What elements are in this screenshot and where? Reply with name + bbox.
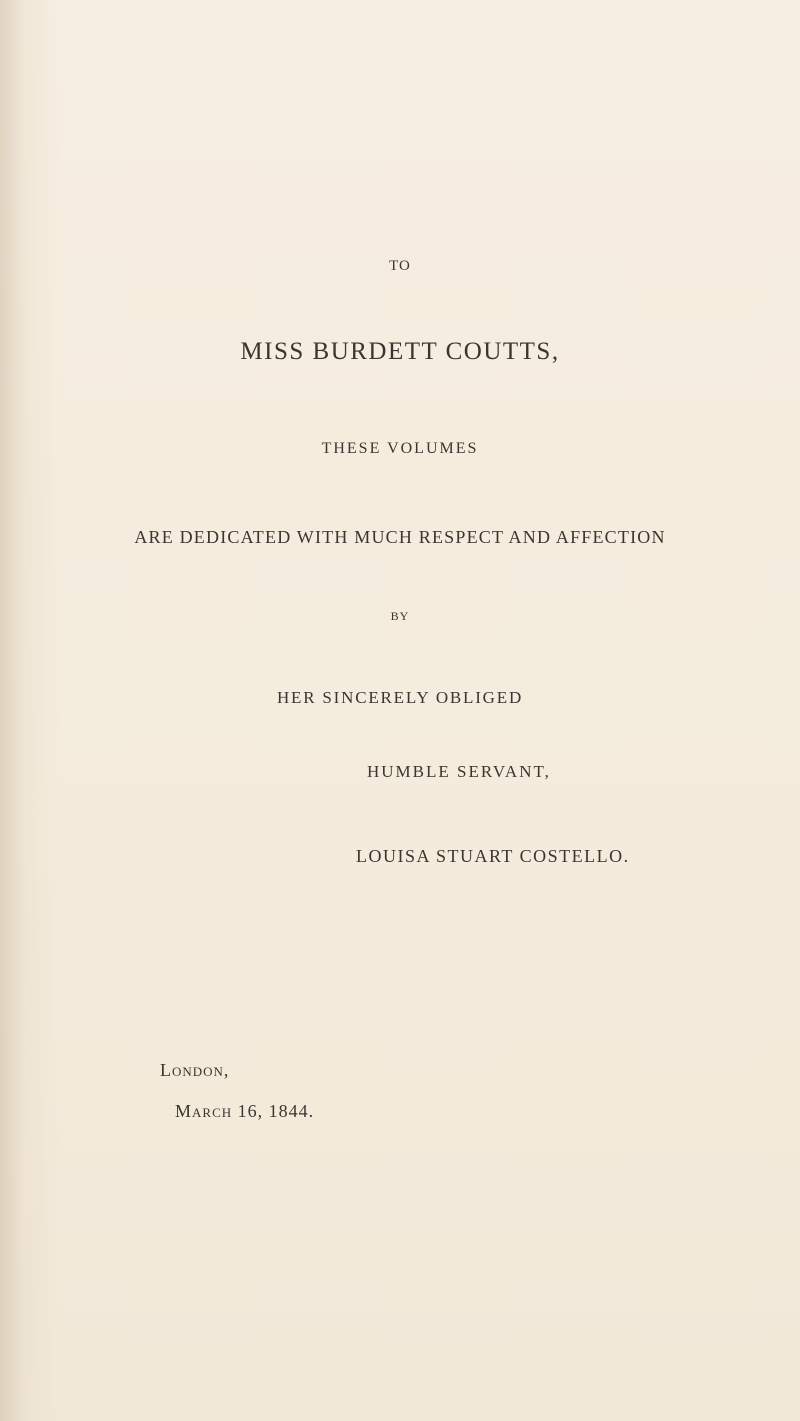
dedication-servant: HUMBLE SERVANT, bbox=[367, 762, 551, 781]
dedication-obliged: HER SINCERELY OBLIGED bbox=[276, 688, 524, 707]
dedication-author: LOUISA STUART COSTELLO. bbox=[356, 846, 630, 866]
dedication-volumes: THESE VOLUMES bbox=[321, 440, 479, 457]
dedication-recipient: MISS BURDETT COUTTS, bbox=[240, 338, 560, 365]
dedication-date: March 16, 1844. bbox=[175, 1101, 315, 1121]
dedication-place: London, bbox=[160, 1060, 230, 1080]
dedication-to: TO bbox=[389, 258, 411, 274]
dedication-by: BY bbox=[390, 609, 410, 623]
dedication-statement: ARE DEDICATED WITH MUCH RESPECT AND AFFECTION bbox=[134, 527, 666, 547]
